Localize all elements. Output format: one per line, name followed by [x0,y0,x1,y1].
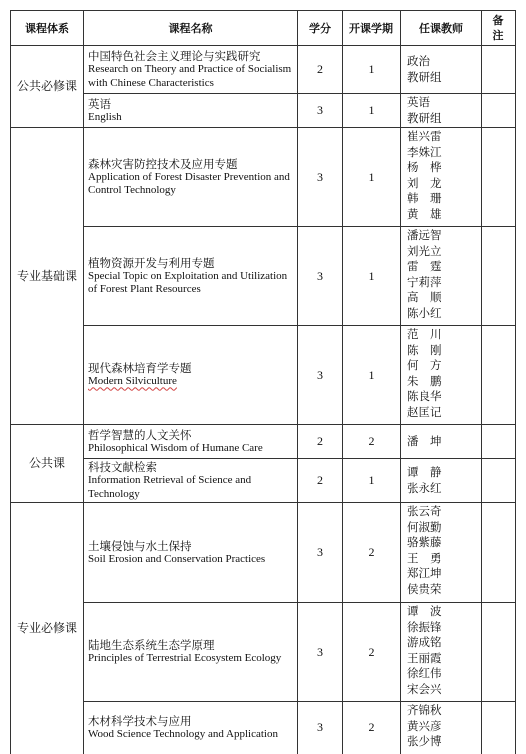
course-name-cell [88,46,292,93]
course-credit: 2 [317,62,323,76]
table-border-left [10,10,11,754]
course-teachers [401,702,481,754]
course-name-en: Principles of Terrestrial Ecosystem Ecology [88,652,282,665]
teacher-name: 何 方 [407,358,442,372]
course-credit: 2 [317,473,323,487]
teacher-name: 雷 霆 [407,259,442,273]
teacher-name: 政治 [407,54,430,68]
course-semester: 1 [368,473,375,487]
course-semester: 1 [368,268,375,283]
teacher-name: 朱 鹏 [407,373,442,388]
table-border-right [515,10,516,754]
category-professional-basic: 专业基础课 [16,268,77,283]
course-name-cn: 英语 [88,96,111,111]
teacher-name: 张永红 [407,480,442,495]
course-name-cn: 森林灾害防控技术及应用专题 [88,156,238,171]
teacher-name: 徐振锋 [407,619,442,634]
teacher-name: 李姝江 [407,144,442,159]
course-name-cell [88,425,292,458]
teacher-name: 刘光立 [407,243,442,258]
course-teachers [401,503,481,602]
course-teachers [401,425,481,458]
course-name-cn: 现代森林培育学专题 [88,361,192,376]
teacher-name: 王丽霞 [407,650,442,665]
course-semester: 1 [368,103,375,117]
course-name-en: English [88,110,122,123]
course-name-cell [88,326,292,424]
course-name-en: Special Topic on Exploitation and Utilization of Forest Plant Resources [88,269,288,295]
course-semester: 2 [368,719,375,734]
teacher-name: 赵匡记 [407,404,442,419]
course-semester: 2 [368,545,375,559]
course-name-en: Soil Erosion and Conservation Practices [88,552,266,565]
course-teachers [401,603,481,701]
teacher-name: 郑江坤 [407,566,442,580]
category-professional-required: 专业必修课 [16,621,77,635]
course-teachers [401,326,481,424]
course-teachers [401,459,481,502]
course-semester: 1 [368,169,375,184]
course-teachers [401,128,481,226]
teacher-name: 齐锦秋 [407,703,442,717]
header-semester: 开课学期 [349,21,393,35]
column-divider [83,10,84,754]
course-name-cn: 木材科学技术与应用 [88,714,192,729]
teacher-name: 崔兴雷 [407,129,442,143]
course-name-cn: 植物资源开发与利用专题 [88,255,215,270]
course-name-en: Philosophical Wisdom of Humane Care [88,441,263,454]
course-name-en: Information Retrieval of Science and Technology [88,474,252,500]
teacher-name: 教研组 [407,110,442,125]
header-credit: 学分 [309,21,331,35]
teacher-name: 杨 桦 [407,160,442,174]
teacher-name: 游成铭 [407,635,442,649]
course-name-cell [88,702,292,754]
category-public-required: 公共必修课 [16,79,77,93]
teacher-name: 王 勇 [407,550,442,565]
course-name-en: Research on Theory and Practice of Socialism with Chinese Characteristics [88,63,292,89]
column-divider [481,10,482,754]
course-name-cell [88,603,292,701]
course-name-cell [88,227,292,325]
course-name-cn: 陆地生态系统生态学原理 [88,638,215,653]
teacher-name: 潘远智 [407,228,442,242]
teacher-name: 范 川 [407,327,442,341]
course-semester: 1 [368,367,375,382]
course-name-cn: 哲学智慧的人文关怀 [88,427,192,442]
course-name-cn: 中国特色社会主义理论与实践研究 [88,49,261,63]
header-remark: 备注 [492,14,504,42]
course-name-cn: 土壤侵蚀与水土保持 [88,538,192,553]
teacher-name: 黄 雄 [407,206,442,221]
course-name-cell [88,459,292,502]
teacher-name: 谭 波 [407,604,442,618]
course-teachers [401,227,481,325]
teacher-name: 陈 刚 [407,342,442,357]
teacher-name: 英语 [407,95,430,109]
teacher-name: 韩 珊 [407,191,442,205]
teacher-name: 张云奇 [407,504,442,518]
header-teacher: 任课教师 [419,21,463,35]
header-course-system: 课程体系 [25,21,69,35]
course-teachers [401,46,481,93]
teacher-name: 徐红伟 [407,666,442,680]
teacher-name: 潘 坤 [407,433,442,448]
course-credit: 3 [317,719,323,734]
course-name-en: Modern Silviculture [88,375,177,388]
teacher-name: 陈良华 [407,389,442,403]
course-credit: 3 [317,268,323,283]
teacher-name: 教研组 [407,69,442,84]
course-credit: 3 [317,103,323,117]
header-course-name: 课程名称 [168,21,213,35]
course-name-cell [88,128,292,226]
teacher-name: 侯贵荣 [407,581,442,596]
teacher-name: 刘 龙 [407,175,442,190]
course-credit: 3 [317,169,323,184]
teacher-name: 骆紫藤 [407,535,442,549]
teacher-name: 陈小红 [407,305,442,320]
course-semester: 1 [368,62,375,76]
course-credit: 3 [317,644,323,659]
teacher-name: 黄兴彦 [407,718,442,733]
teacher-name: 张少博 [407,734,442,748]
teacher-name: 何淑勤 [407,519,442,534]
teacher-name: 宁莉萍 [407,274,442,289]
teacher-name: 高 顺 [407,290,442,304]
course-credit: 3 [317,367,323,382]
course-semester: 2 [368,644,375,659]
course-name-en: Application of Forest Disaster Prevention and Control Technology [88,170,290,196]
course-teachers [401,94,481,127]
course-credit: 3 [317,545,323,559]
course-credit: 2 [317,434,323,448]
course-semester: 2 [368,434,375,448]
course-name-en: Wood Science Technology and Application [88,728,278,741]
category-public: 公共课 [28,456,65,470]
course-name-cell [88,94,292,127]
course-name-cell [88,503,292,602]
course-name-cn: 科技文献检索 [88,460,157,474]
teacher-name: 谭 静 [407,465,442,479]
teacher-name: 宋会兴 [407,681,442,696]
